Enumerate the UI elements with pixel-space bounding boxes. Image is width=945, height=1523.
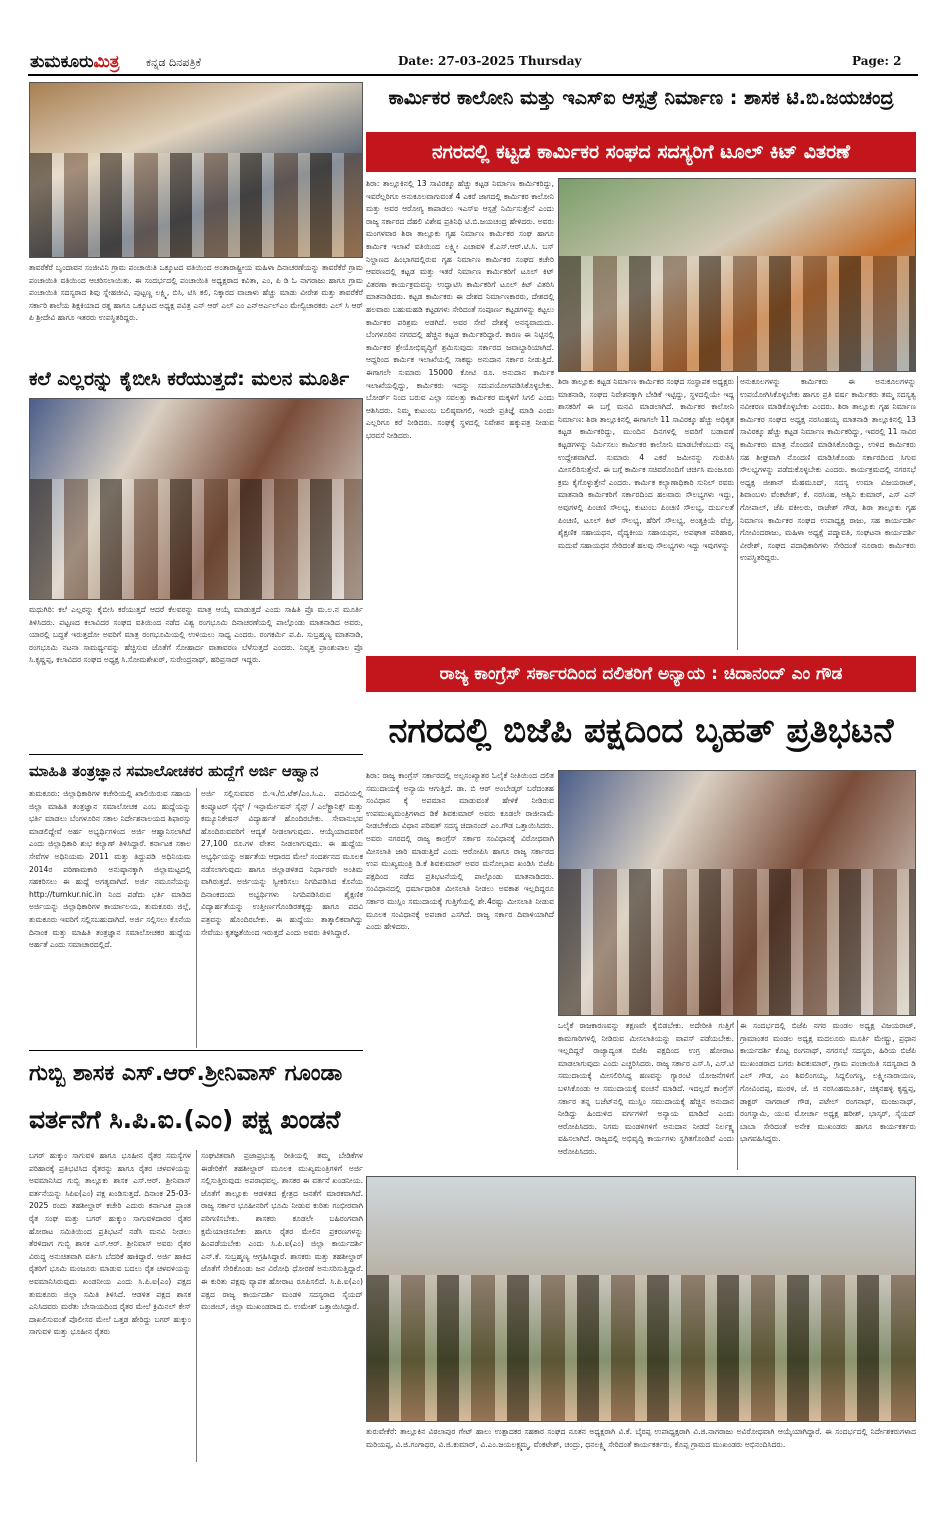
bjp-protest-photo bbox=[558, 770, 916, 1016]
toolkit-story-text-b: ಶಿರಾ ತಾಲ್ಲೂಕು ಕಟ್ಟಡ ನಿರ್ಮಾಣ ಕಾರ್ಮಿಕರ ಸಂಘದ ಸಂಸ್ಥಾಪಕ ಅಧ್ಯಕ್ಷರು ಮಾತನಾಡಿ, ಸಂಘದ ನಿವೇಶನಕ್ಕಾಗಿ ಬೇಡಿಕೆ ಇಟ್ಟಿದ್ದು, ಸ್ಥಳದಲ್ಲಿಯೇ ಇದ್ದ ಶಾಸಕರಿಗೆ ಈ ಬಗ್ಗೆ ಮನವಿ ಮಾಡಲಾಗಿದೆ. ಕಾರ್ಮಿಕರ ಕಾಲೋನಿ ನಿರ್ಮಾಣ: ಶಿರಾ ತಾಲ್ಲೂಕಿನಲ್ಲಿ ಈಗಾಗಲೇ 11 ಸಾವಿರಕ್ಕೂ ಹೆಚ್ಚು ಅಧಿಕೃತ ಕಟ್ಟಡ ಕಾರ್ಮಿಕರಿದ್ದು, ಮುಂದಿನ ದಿನಗಳಲ್ಲಿ ಅವರಿಗೆ ಬಡಾವಣೆ ಕಟ್ಟಡಗಳನ್ನು ನಿರ್ಮಿಸಲು ಕಾರ್ಮಿಕರ ಕಾಲೋನಿ ಮಾಡಬೇಕೆಂಬುದು ನನ್ನ ಉದ್ದೇಶವಾಗಿದೆ. ಸುಮಾರು 4 ಎಕರೆ ಜಮೀನನ್ನು ಗುರುತಿಸಿ ಮೀಸಲಿರಿಸುತ್ತೇನೆ. ಈ ಬಗ್ಗೆ ಕಾರ್ಮಿಕ ಸಚಿವರೊಂದಿಗೆ ಚರ್ಚಿಸಿ ಮಂಜೂರು ಕ್ರಮ ಕೈಗೊಳ್ಳುತ್ತೇನೆ ಎಂದರು. ಕಾರ್ಮಿಕ ಕಲ್ಯಾಣಾಧಿಕಾರಿ ಸುನಿಲ್ ರವರು ಮಾತನಾಡಿ ಕಾರ್ಮಿಕರಿಗೆ ಸರ್ಕಾರದಿಂದ ಹಲವಾರು ಸೌಲಭ್ಯಗಳು ಇದ್ದು, ಅವುಗಳಲ್ಲಿ ಪಿಂಚಣಿ ಸೌಲಭ್ಯ, ಕುಟುಂಬ ಪಿಂಚಣಿ ಸೌಲಭ್ಯ, ದುರ್ಬಲತೆ ಪಿಂಚಣಿ, ಟೂಲ್ ಕಿಟ್ ಸೌಲಭ್ಯ, ಹೆರಿಗೆ ಸೌಲಭ್ಯ, ಅಂತ್ಯಕ್ರಿಯೆ ವೆಚ್ಚ, ಶೈಕ್ಷಣಿಕ ಸಹಾಯಧನ, ವೈದ್ಯಕೀಯ ಸಹಾಯಧನ, ಅಪಘಾತ ಪರಿಹಾರ, ಮದುವೆ ಸಹಾಯಧನ ಸೇರಿದಂತೆ ಹಲವು ಸೌಲಭ್ಯಗಳು ಇದ್ದು ಇವುಗಳನ್ನು bbox=[558, 377, 734, 550]
art-award-photo bbox=[29, 398, 363, 600]
it-consultant-headline: ಮಾಹಿತಿ ತಂತ್ರಜ್ಞಾನ ಸಮಾಲೋಚಕರ ಹುದ್ದೆಗೆ ಅರ್ಜಿ ಆಹ್ವಾನ bbox=[29, 762, 319, 780]
issue-date: Date: 27-03-2025 Thursday bbox=[398, 54, 582, 68]
masthead-rule bbox=[28, 74, 918, 76]
cpim-text-col1: ಬಗರ್ ಹುಕ್ಕುಂ ಸಾಗುವಳಿ ಹಾಗೂ ಭೂಹೀನ ರೈತರ ಸಮಸ್ಯೆಗಳ ಪರಿಹಾರಕ್ಕೆ ಪ್ರತಿಭಟಿಸಿದ ರೈತರನ್ನು ಹಾಗೂ ರೈತರ ಚಳವಳಿಯನ್ನು ಅವಮಾನಿಸಿದ ಗುಬ್ಬಿ ತಾಲ್ಲೂಕು ಶಾಸಕ ಎಸ್.ಆರ್. ಶ್ರೀನಿವಾಸ್ ವರ್ತನೆಯನ್ನು ಸಿಪಿಐ(ಎಂ) ಪಕ್ಷ ಖಂಡಿಸುತ್ತದೆ. ದಿನಾಂಕ 25-03-2025 ರಂದು ತಹಶೀಲ್ದಾರ್ ಕಚೇರಿ ಎದುರು ಕರ್ನಾಟಕ ಪ್ರಾಂತ ರೈತ ಸಂಘ ಮತ್ತು ಬಗರ್ ಹುಕ್ಕುಂ ಸಾಗುವಳಿದಾರರ ರೈತರ ಹೋರಾಟ ಸಮಿತಿಯಿಂದ ಪ್ರತಿಭಟನೆ ನಡೆಸಿ ಮನವಿ ನೀಡಲು ತೆರಳಿದಾಗ ಗುಬ್ಬಿ ಶಾಸಕ ಎಸ್.ಆರ್. ಶ್ರೀನಿವಾಸ್ ಅವರು ರೈತರ ವಿರುದ್ಧ ಅನುಚಿತವಾಗಿ ವರ್ತಿಸಿ ಬೆದರಿಕೆ ಹಾಕಿದ್ದಾರೆ. ಅರ್ಜಿ ಹಾಕಿದ ರೈತರಿಗೆ ಭೂಮಿ ಮಂಜೂರು ಮಾಡುವ ಬದಲು ರೈತ ಚಳವಳಿಯನ್ನು ಅವಮಾನಿಸಿರುವುದು ಖಂಡನೀಯ ಎಂದು ಸಿ.ಪಿ.ಐ(ಎಂ) ಪಕ್ಷದ ತುಮಕೂರು ಜಿಲ್ಲಾ ಸಮಿತಿ ತಿಳಿಸಿದೆ. ಆಡಳಿತ ಪಕ್ಷದ ಶಾಸಕ ಎನಿಸಿದವರು ಮರೆತು ಬೇಸಾಯದಿಂದ ರೈತರ ಮೇಲೆ ಕ್ರಿಮಿನಲ್ ಕೇಸ್ ದಾಖಲಿಸುವಂತೆ ಪೊಲೀಸರ ಮೇಲೆ ಒತ್ತಡ ಹೇರಿದ್ದು ಬಗರ್ ಹುಕ್ಕುಂ ಸಾಗುವಳಿ ಮತ್ತು ಭೂಹೀನ ರೈತರು bbox=[29, 1151, 191, 1337]
column-divider bbox=[737, 1020, 738, 1170]
bjp-protest-text-c: ಈ ಸಂದರ್ಭದಲ್ಲಿ ಬಿಜೆಪಿ ನಗರ ಮಂಡಲ ಅಧ್ಯಕ್ಷ ವಿಜಯರಾಜ್, ಗ್ರಾಮಾಂತರ ಮಂಡಲ ಅಧ್ಯಕ್ಷ ಮದಲೂರು ಮೂರ್ತಿ ಮೇಷ್ಟ್ರು, ಪ್ರಧಾನ ಕಾರ್ಯದರ್ಶಿ ಕೊಟ್ಟ ರಂಗನಾಥ್, ನಗರಸಭೆ ಸದಸ್ಯರು, ಹಿರಿಯ ಬಿಜೆಪಿ ಮುಖಂಡರಾದ ಬಗರು ಶಿವಕುಮಾರ್, ಗ್ರಾಮ ಪಂಚಾಯಿತಿ ಸದಸ್ಯರಾದ ಡಿ ಎಲ್ ಗೌಡ, ಎಂ ಶಿವಲಿಂಗಯ್ಯ, ಸಿದ್ದಲಿಂಗಣ್ಣ, ಲಕ್ಷ್ಮೀನಾರಾಯಣ, ಗೋವಿಂದಪ್ಪ, ಮುರಳಿ, ಜೆ. ಜಿ ನರಸಿಂಹಮೂರ್ತಿ, ಚಿಕ್ಕನಹಳ್ಳಿ ಕೃಷ್ಣಪ್ಪ, ಡಾಕ್ಟರ್ ನಾಗರಾಜ್ ಗೌಡ, ಪಟೇಲ್ ರಂಗನಾಥ್, ಮಂಜುನಾಥ್, ರಂಗಸ್ವಾಮಿ, ಯುವ ಮೋರ್ಚಾ ಅಧ್ಯಕ್ಷ ಹರೀಶ್, ಭಾಸ್ಕರ್, ಸೈಯದ್ ಬಾಬಾ ಸೇರಿದಂತೆ ಅನೇಕ ಮುಖಂಡರು ಹಾಗೂ ಕಾರ್ಯಕರ್ತರು ಭಾಗವಹಿಸಿದ್ದರು. bbox=[740, 1021, 916, 1144]
toolkit-event-photo bbox=[558, 178, 916, 372]
toolkit-story-text-c: ಅನುಕೂಲಗಳನ್ನು ಕಾರ್ಮಿಕರು ಈ ಅನುಕೂಲಗಳನ್ನು ಉಪಯೋಗಿಸಿಕೊಳ್ಳಬೇಕು ಹಾಗೂ ಪ್ರತಿ ವರ್ಷ ಕಾರ್ಮಿಕರು ತಮ್ಮ ಸದಸ್ಯತ್ವ ನವೀಕರಣ ಮಾಡಿಕೊಳ್ಳಬೇಕು ಎಂದರು. ಶಿರಾ ತಾಲ್ಲೂಕು ಗೃಹ ನಿರ್ಮಾಣ ಕಾರ್ಮಿಕರ ಸಂಘದ ಅಧ್ಯಕ್ಷ ನರಸಿಂಹಯ್ಯ ಮಾತನಾಡಿ ತಾಲ್ಲೂಕಿನಲ್ಲಿ 13 ಸಾವಿರಕ್ಕೂ ಹೆಚ್ಚು ಕಟ್ಟಡ ನಿರ್ಮಾಣ ಕಾರ್ಮಿಕರಿದ್ದು, ಇವರಲ್ಲಿ 11 ಸಾವಿರ ಕಾರ್ಮಿಕರು ಮಾತ್ರ ನೊಂದಣಿ ಮಾಡಿಸಿಕೊಂಡಿದ್ದು, ಉಳಿದ ಕಾರ್ಮಿಕರು ಸಹ ಶೀಘ್ರವಾಗಿ ನೊಂದಣಿ ಮಾಡಿಸಿಕೊಂಡು ಸರ್ಕಾರದಿಂದ ಸಿಗುವ ಸೌಲಭ್ಯಗಳನ್ನು ಪಡೆದುಕೊಳ್ಳಬೇಕು ಎಂದರು. ಕಾರ್ಯಕ್ರಮದಲ್ಲಿ ನಗರಸಭೆ ಅಧ್ಯಕ್ಷ ಜೀಶಾನ್ ಮೆಹಮೂದ್, ಸದಸ್ಯ ಉಮಾ ವಿಜಯರಾಜ್, ಶಿವಾಂಬಳು ವೆಂಕಟೇಶ್, ಕೆ. ನರಸಿಂಹ, ಅಶ್ವಿನಿ ಕುಮಾರ್, ಎಸ್ ಎನ್ ಗೋಪಾಲ್, ಜೆಪಿ ವಕೀಲರು, ರಾಜೇಶ್ ಗೌಡ, ಶಿರಾ ತಾಲ್ಲೂಕು ಗೃಹ ನಿರ್ಮಾಣ ಕಾರ್ಮಿಕರ ಸಂಘದ ಉಪಾಧ್ಯಕ್ಷ ರಾಜು, ಸಹ ಕಾರ್ಯದರ್ಶಿ ಗೋವಿಂದರಾಜು, ಮಹಿಳಾ ಅಧ್ಯಕ್ಷೆ ಪದ್ಮಾವತಿ, ಸಂಘಟನಾ ಕಾರ್ಯದರ್ಶಿ ವೀರೇಶ್, ಸಂಘದ ಪದಾಧಿಕಾರಿಗಳು ಸೇರಿದಂತೆ ನೂರಾರು ಕಾರ್ಮಿಕರು ಉಪಸ್ಥಿತರಿದ್ದರು. bbox=[740, 377, 916, 563]
column-divider bbox=[737, 376, 738, 650]
cpim-text-col2: ಸಂಘಟಿತವಾಗಿ ಪ್ರಜಾಪ್ರಭುತ್ವ ರೀತಿಯಲ್ಲಿ ತಮ್ಮ ಬೇಡಿಕೆಗಳ ಈಡೇರಿಕೆಗೆ ತಹಶೀಲ್ದಾರ್ ಮೂಲಕ ಮುಖ್ಯಮಂತ್ರಿಗಳಿಗೆ ಅರ್ಜಿ ಸಲ್ಲಿಸುತ್ತಿರುವುದು ಅಪರಾಧವಲ್ಲ. ಶಾಸಕರ ಈ ವರ್ತನೆ ಖಂಡನೀಯ. ಜೊತೆಗೆ ತಾಲ್ಲೂಕು ಆಡಳಿತದ ಕ್ಷೇತ್ರದ ಜನತೆಗೆ ಮಾರಕವಾಗಿದೆ. ರಾಜ್ಯ ಸರ್ಕಾರ ಭೂಹೀನರಿಗೆ ಭೂಮಿ ನೀಡುವ ಕುರಿತು ಗಂಭೀರವಾಗಿ ಪರಿಗಣಿಸಬೇಕು. ಶಾಸಕರು ಕೂಡಲೇ ಬಹಿರಂಗವಾಗಿ ಕ್ಷಮೆಯಾಚಿಸಬೇಕು ಹಾಗೂ ರೈತರ ಮೇಲಿನ ಪ್ರಕರಣಗಳನ್ನು ಹಿಂಪಡೆಯಬೇಕು ಎಂದು ಸಿ.ಪಿ.ಐ(ಎಂ) ಜಿಲ್ಲಾ ಕಾರ್ಯದರ್ಶಿ ಎನ್.ಕೆ. ಸುಬ್ರಹ್ಮಣ್ಯ ಆಗ್ರಹಿಸಿದ್ದಾರೆ. ಶಾಸಕರು ಮತ್ತು ತಹಶೀಲ್ದಾರ್ ಜೊತೆಗೆ ಸೇರಿಕೊಂಡು ಜನ ವಿರೋಧಿ ಧೋರಣೆ ಅನುಸರಿಸುತ್ತಿದ್ದಾರೆ. ಈ ಕುರಿತು ಪಕ್ಷವು ವ್ಯಾಪಕ ಹೋರಾಟ ರೂಪಿಸಲಿದೆ. ಸಿ.ಪಿ.ಐ(ಎಂ) ಪಕ್ಷದ ರಾಜ್ಯ ಕಾರ್ಯದರ್ಶಿ ಮಂಡಳಿ ಸದಸ್ಯರಾದ ಸೈಯದ್ ಮುಜೀಬ್, ಜಿಲ್ಲಾ ಮುಖಂಡರಾದ ಬಿ. ಉಮೇಶ್ ಒತ್ತಾಯಿಸಿದ್ದಾರೆ. bbox=[201, 1151, 363, 1312]
art-story-headline: ಕಲೆ ಎಲ್ಲರನ್ನು ಕೈಬೀಸಿ ಕರೆಯುತ್ತದೆ: ಮಲನ ಮೂರ್ತಿ bbox=[29, 368, 350, 390]
milk-society-photo bbox=[366, 1176, 916, 1422]
milk-society-caption: ತುರುವೇಕೆರೆ: ತಾಲ್ಲೂಕಿನ ವಿಠಲಾಪುರ ಗೇಟ್ ಹಾಲು ಉತ್ಪಾದಕರ ಸಹಕಾರ ಸಂಘದ ನೂತನ ಅಧ್ಯಕ್ಷರಾಗಿ ವಿ.ಕೆ. ಬೈರಪ್ಪ ಉಪಾಧ್ಯಕ್ಷರಾಗಿ ವಿ.ಜಿ.ನಾಗರಾಜು ಅವಿರೋಧವಾಗಿ ಆಯ್ಕೆಯಾಗಿದ್ದಾರೆ. ಈ ಸಂದರ್ಭದಲ್ಲಿ ನಿರ್ದೇಶಕರುಗಳಾದ ಮರಿಯಪ್ಪ, ವಿ.ಜಿ.ಗಂಗಾಧರ, ವಿ.ಜಿ.ಕುಮಾರ್, ವಿ.ಎಂ.ಜಯಲಕ್ಷ್ಮಮ್ಮ, ವೆಂಕಟೇಶ್, ಚಂದ್ರು, ಧನಲಕ್ಷ್ಮಿ ಸೇರಿದಂತೆ ಕಾರ್ಯಕರ್ತರು, ಕೊಪ್ಪ ಗ್ರಾಮದ ಮುಖಂಡರು ಅಭಿನಂದಿಸಿದರು. bbox=[366, 1427, 916, 1449]
cpim-headline-line2: ವರ್ತನೆಗೆ ಸಿ.ಪಿ.ಐ.(ಎಂ) ಪಕ್ಷ ಖಂಡನೆ bbox=[29, 1105, 341, 1134]
bjp-protest-text-a: ಶಿರಾ: ರಾಜ್ಯ ಕಾಂಗ್ರೆಸ್ ಸರ್ಕಾರದಲ್ಲಿ ಅಲ್ಪಸಂಖ್ಯಾತರ ಓಲೈಕೆ ನೀತಿಯಿಂದ ದಲಿತ ಸಮುದಾಯಕ್ಕೆ ಅನ್ಯಾಯ ಆಗುತ್ತಿದೆ. ಡಾ. ಬಿ ಆರ್ ಅಂಬೇಡ್ಕರ್ ಬರೆದಂತಹ ಸಂವಿಧಾನ ಕ್ಕೆ ಅಪಮಾನ ಮಾಡುವಂತೆ ಹೇಳಿಕೆ ನೀಡಿರುವ ಉಪಮುಖ್ಯಮಂತ್ರಿಗಳಾದ ಡಿಕೆ ಶಿವಕುಮಾರ್ ಅವರು ಕೂಡಲೇ ರಾಜೀನಾಮೆ ನೀಡಬೇಕೆಂದು ವಿಧಾನ ಪರಿಷತ್ ಸದಸ್ಯ ಚಿದಾನಂದ್ ಎಂ.ಗೌಡ ಒತ್ತಾಯಿಸಿದರು. ಅವರು ನಗರದಲ್ಲಿ ರಾಜ್ಯ ಕಾಂಗ್ರೆಸ್ ಸರ್ಕಾರ ಸಂವಿಧಾನಕ್ಕೆ ವಿರೋಧವಾಗಿ ಮೀಸಲಾತಿ ಜಾರಿ ಮಾಡುತ್ತಿದೆ ಎಂದು ಆರೋಪಿಸಿ ಹಾಗೂ ರಾಜ್ಯ ಸರ್ಕಾರದ ಉಪ ಮುಖ್ಯಮಂತ್ರಿ ಡಿ.ಕೆ ಶಿವಕುಮಾರ್ ಅವರ ಮನೋಭಾವ ಖಂಡಿಸಿ ಬಿಜೆಪಿ ಪಕ್ಷದಿಂದ ನಡೆದ ಪ್ರತಿಭಟನೆಯಲ್ಲಿ ಪಾಲ್ಗೊಂಡು ಮಾತನಾಡಿದರು. ಸಂವಿಧಾನದಲ್ಲಿ ಧರ್ಮಾಧಾರಿತ ಮೀಸಲಾತಿ ನೀಡಲು ಅವಕಾಶ ಇಲ್ಲದಿದ್ದರೂ ಸರ್ಕಾರ ಮುಸ್ಲಿಂ ಸಮುದಾಯಕ್ಕೆ ಗುತ್ತಿಗೆಯಲ್ಲಿ ಶೇ.4ರಷ್ಟು ಮೀಸಲಾತಿ ನೀಡುವ ಮೂಲಕ ಸಂವಿಧಾನಕ್ಕೆ ಅಪಚಾರ ಎಸಗಿದೆ. ರಾಜ್ಯ ಸರ್ಕಾರ ದಿವಾಳಿಯಾಗಿದೆ ಎಂದು ಹೇಳಿದರು. bbox=[366, 771, 554, 932]
it-consultant-text-col1: ತುಮಕೂರು: ಜಿಲ್ಲಾಧಿಕಾರಿಗಳ ಕಚೇರಿಯಲ್ಲಿ ಖಾಲಿಯಿರುವ ಸಹಾಯ ಜಿಲ್ಲಾ ಮಾಹಿತಿ ತಂತ್ರಜ್ಞಾನ ಸಮಾಲೋಚಕ ಎಂಬ ಹುದ್ದೆಯನ್ನು ಭರ್ತಿ ಮಾಡಲು ಬೆಂಗಳೂರಿನ ಸಕಾಲ ನಿರ್ದೇಶನಾಲಯದ ಶಿಫಾರಸ್ಸು ಮಾಡಲಿದ್ದೇವೆ ಅರ್ಹ ಅಭ್ಯರ್ಥಿಗಳಿಂದ ಅರ್ಜಿ ಆಹ್ವಾನಿಸಲಾಗಿದೆ ಎಂದು ಜಿಲ್ಲಾಧಿಕಾರಿ ಶುಭ ಕಲ್ಯಾಣ್ ತಿಳಿಸಿದ್ದಾರೆ. ಕರ್ನಾಟಕ ಸಕಾಲ ಸೇವೆಗಳ ಅಧಿನಿಯಮ 2011 ಮತ್ತು ತಿದ್ದುಪಡಿ ಅಧಿನಿಯಮ 2014ರ ಪರಿಣಾಮಕಾರಿ ಅನುಷ್ಠಾನಕ್ಕಾಗಿ ಜಿಲ್ಲಾಮಟ್ಟದಲ್ಲಿ ಸಹಕರಿಸಲು ಈ ಹುದ್ದೆ ಅಗತ್ಯವಾಗಿದೆ. ಅರ್ಜಿ ನಮೂನೆಯನ್ನು http://tumkur.nic.in ನಿಂದ ಪಡೆದು ಭರ್ತಿ ಮಾಡಿದ ಅರ್ಜಿಯನ್ನು ಜಿಲ್ಲಾಧಿಕಾರಿಗಳ ಕಾರ್ಯಾಲಯ, ತುಮಕೂರು ಜಿಲ್ಲೆ, ತುಮಕೂರು ಇವರಿಗೆ ಸಲ್ಲಿಸಬಹುದಾಗಿದೆ. ಅರ್ಜಿ ಸಲ್ಲಿಸಲು ಕೊನೆಯ ದಿನಾಂಕ ಮತ್ತು ಮಾಹಿತಿ ತಂತ್ರಜ್ಞಾನ ಸಮಾಲೋಚಕರ ಹುದ್ದೆಯ ಅರ್ಹತೆ ಎಂದು ಸಮಾಚಾರದಲ್ಲಿದೆ. bbox=[29, 789, 191, 950]
labour-colony-headline: ಕಾರ್ಮಿಕರ ಕಾಲೋನಿ ಮತ್ತು ಇಎಸ್‌ಐ ಆಸ್ಪತ್ರೆ ನಿರ್ಮಾಣ : ಶಾಸಕ ಟಿ.ಬಿ.ಜಯಚಂದ್ರ bbox=[388, 87, 894, 109]
toolkit-banner: ನಗರದಲ್ಲಿ ಕಟ್ಟಡ ಕಾರ್ಮಿಕರ ಸಂಘದ ಸದಸ್ಯರಿಗೆ ಟೂಲ್ ಕಿಟ್ ವಿತರಣೆ bbox=[366, 132, 916, 172]
masthead-logo bbox=[30, 52, 119, 72]
womens-day-story: ತಾವರೆಕೆರೆ ಬೃಂದಾವನ ಸಂಜೀವಿನಿ ಗ್ರಾಮ ಪಂಚಾಯಿತಿ ಒಕ್ಕೂಟದ ವತಿಯಿಂದ ಅಂತಾರಾಷ್ಟ್ರೀಯ ಮಹಿಳಾ ದಿನಾಚರಣೆಯನ್ನು ತಾವರೆಕೆರೆ ಗ್ರಾಮ ಪಂಚಾಯಿತಿ ವತಿಯಿಂದ ಆಚರಿಸಲಾಯಿತು. ಈ ಸಂದರ್ಭದಲ್ಲಿ ಪಂಚಾಯಿತಿ ಅಧ್ಯಕ್ಷರಾದ ಕವಿತಾ, ಎಂ, ಪಿ ಡಿ ಓ ನಾಗರಾಜು ಹಾಗೂ ಗ್ರಾಮ ಪಂಚಾಯಿತಿ ಸದಸ್ಯರಾದ ಶಿವು ಸ್ನೇಹಜೀವಿ, ಪುಟ್ಟಣ್ಣ ಲಕ್ಷ್ಮಿ, ಬಿಸಿ, ಟಿಸಿ ಕಲಿ, ನಿಕ್ಕಾರದ ವಾಚಾಳು ಹೆಚ್ಚು ಮಾಡು ವೀರೇಶ ಮತ್ತು ತಾವರೆಕೆರೆ ಸರ್ಕಾರಿ ಶಾಲೆಯ ಶಿಕ್ಷಕಿಯಾದ ರತ್ನ ಹಾಗೂ ಒಕ್ಕೂಟದ ಅಧ್ಯಕ್ಷ ಪವಿತ್ರ ಎನ್ ಆರ್ ಎಲ್ ಎಂ ಎನ್ಆರ್ಎಲ್ಎಂ ಮೇಲ್ವಿಚಾರಕರು ಎಲ್ ಸಿ ಆರ್ ಪಿ ಶ್ರೀದೇವಿ ಹಾಗೂ ಇತರರು ಉಪಸ್ಥಿತರಿದ್ದರು. bbox=[29, 263, 363, 323]
masthead-subtitle: ಕನ್ನಡ ದಿನಪತ್ರಿಕೆ bbox=[146, 56, 202, 69]
cpim-headline-line1: ಗುಬ್ಬಿ ಶಾಸಕ ಎಸ್.ಆರ್.ಶ್ರೀನಿವಾಸ್ ಗೂಂಡಾ bbox=[29, 1061, 343, 1086]
logo-accent: ಮಿತ್ರ bbox=[93, 52, 120, 72]
bjp-protest-headline: ನಗರದಲ್ಲಿ ಬಿಜೆಪಿ ಪಕ್ಷದಿಂದ ಬೃಹತ್ ಪ್ರತಿಭಟನೆ bbox=[388, 711, 894, 751]
toolkit-story-text-a: ಶಿರಾ: ತಾಲ್ಲೂಕಿನಲ್ಲಿ 13 ಸಾವಿರಕ್ಕೂ ಹೆಚ್ಚು ಕಟ್ಟಡ ನಿರ್ಮಾಣ ಕಾರ್ಮಿಕರಿದ್ದು, ಇವರೆಲ್ಲರಿಗೂ ಅನುಕೂಲವಾಗುವಂತೆ 4 ಎಕರೆ ಜಾಗದಲ್ಲಿ ಕಾರ್ಮಿಕರ ಕಾಲೋನಿ ಮತ್ತು ಅವರ ಆರೋಗ್ಯ ಕಾಪಾಡಲು ಇಎಸ್‌ಐ ಆಸ್ಪತ್ರೆ ನಿರ್ಮಿಸುತ್ತೇನೆ ಎಂದು ರಾಜ್ಯ ಸರ್ಕಾರದ ದೆಹಲಿ ವಿಶೇಷ ಪ್ರತಿನಿಧಿ ಟಿ.ಬಿ.ಜಯಚಂದ್ರ ಹೇಳಿದರು. ಅವರು ಮಂಗಳವಾರ ಶಿರಾ ತಾಲ್ಲೂಕು ಗೃಹ ನಿರ್ಮಾಣ ಕಾರ್ಮಿಕರ ಸಂಘ ಹಾಗೂ ಕಾರ್ಮಿಕ ಇಲಾಖೆ ವತಿಯಿಂದ ಲಕ್ಷ್ಮೀ ಎಚಾವಳಿ ಕೆ.ಎಸ್.ಆರ್.ಟಿ.ಸಿ. ಬಸ್ ನಿಲ್ದಾಣದ ಹಿಂಭಾಗದಲ್ಲಿರುವ ಗೃಹ ನಿರ್ಮಾಣ ಕಾರ್ಮಿಕರ ಸಂಘದ ಕಚೇರಿ ಆವರಣದಲ್ಲಿ ಕಟ್ಟಡ ಮತ್ತು ಇತರೆ ನಿರ್ಮಾಣ ಕಾರ್ಮಿಕರಿಗೆ ಟೂಲ್ ಕಿಟ್ ವಿತರಣಾ ಕಾರ್ಯಕ್ರಮವನ್ನು ಉದ್ಘಾಟಿಸಿ ಕಾರ್ಮಿಕರಿಗೆ ಟೂಲ್ ಕಿಟ್ ವಿತರಿಸಿ ಮಾತನಾಡಿದರು. ಕಟ್ಟಡ ಕಾರ್ಮಿಕರು ಈ ದೇಶದ ನಿರ್ಮಾಣಕಾರರು, ದೇಶದಲ್ಲಿ ಹಲವಾರು ಬಹುಮಹಡಿ ಕಟ್ಟಡಗಳು ಸೇರಿದಂತೆ ಸಂಪೂರ್ಣ ಕಟ್ಟಡಗಳನ್ನು ಕಟ್ಟಲು ಕಾರ್ಮಿಕರ ಪರಿಶ್ರಮ ಅಡಗಿದೆ. ಅವರ ಸೇವೆ ದೇಶಕ್ಕೆ ಅನನ್ಯವಾದುದು. ಬೆಂಗಳೂರಿನ ನಗರದಲ್ಲಿ ಹೆಚ್ಚಿನ ಕಟ್ಟಡ ಕಾರ್ಮಿಕರಿದ್ದಾರೆ. ಕಾರಣ ಈ ನಿಟ್ಟಿನಲ್ಲಿ ಕಾರ್ಮಿಕರ ಶ್ರೇಯೋಭಿವೃದ್ಧಿಗೆ ಶ್ರಮಿಸುವುದು ಸರ್ಕಾರದ ಜವಾಬ್ದಾರಿಯಾಗಿದೆ. ಆದ್ದರಿಂದ ಕಾರ್ಮಿಕ ಇಲಾಖೆಯಲ್ಲಿ ಸಾಕಷ್ಟು ಅನುದಾನ ಸರ್ಕಾರ ನೀಡುತ್ತಿದೆ. ಈಗಾಗಲೇ ಸುಮಾರು 15000 ಕೋಟಿ ರೂ. ಅನುದಾನ ಕಾರ್ಮಿಕ ಇಲಾಖೆಯಲ್ಲಿದ್ದು, ಕಾರ್ಮಿಕರು ಇದನ್ನು ಸದುಪಯೋಗಪಡಿಸಿಕೊಳ್ಳಬೇಕು. ಬೋರ್ಡ್ ನಿಂದ ಬರುವ ಎಲ್ಲಾ ಸವಲತ್ತು ಕಾರ್ಮಿಕರ ಮಕ್ಕಳಿಗೆ ಸಿಗಲಿ ಎಂದು ಆಶಿಸಿದರು. ನಿಮ್ಮ ಕುಟುಂಬ ಬಲಿಷ್ಠವಾಗಲಿ, ಇಂದೇ ಪ್ರತಿಜ್ಞೆ ಮಾಡಿ ಎಂದು ಎಲ್ಲರಿಗೂ ಕರೆ ನೀಡಿದರು. ಸಂಘಕ್ಕೆ ಸ್ಥಳದಲ್ಲಿ ನಿವೇಶನ ಹಕ್ಕುಪತ್ರ ನೀಡುವ ಭರವಸೆ ನೀಡಿದರು. bbox=[366, 179, 554, 440]
womens-day-photo bbox=[29, 82, 363, 258]
bjp-protest-text-b: ಒಲೈಕೆ ರಾಜಕಾರಣವನ್ನು ತಕ್ಷಣವೇ ಕೈಬಿಡಬೇಕು. ಅದೇರೀತಿ ಗುತ್ತಿಗೆ ಕಾಮಗಾರಿಗಳಲ್ಲಿ ನೀಡಿರುವ ಮೀಸಲಾತಿಯನ್ನು ವಾಪಸ್ ಪಡೆಯಬೇಕು. ಇಲ್ಲದಿದ್ದರೆ ರಾಜ್ಯಾದ್ಯಂತ ಬಿಜೆಪಿ ಪಕ್ಷದಿಂದ ಉಗ್ರ ಹೋರಾಟ ಮಾಡಲಾಗುವುದು ಎಂದು ಎಚ್ಚರಿಸಿದರು. ರಾಜ್ಯ ಸರ್ಕಾರ ಎಸ್.ಸಿ, ಎಸ್.ಟಿ ಸಮುದಾಯಕ್ಕೆ ಮೀಸಲಿರಿಸಿದ್ದ ಹಣವನ್ನು ಗ್ಯಾರಂಟಿ ಯೋಜನೆಗಳಿಗೆ ಬಳಸಿಕೊಂಡು ಆ ಸಮುದಾಯಕ್ಕೆ ವಂಚನೆ ಮಾಡಿದೆ. ಇದಲ್ಲದೆ ಕಾಂಗ್ರೆಸ್ ಸರ್ಕಾರ ತನ್ನ ಬಜೆಟ್‌ನಲ್ಲಿ ಮುಸ್ಲಿಂ ಸಮುದಾಯಕ್ಕೆ ಹೆಚ್ಚಿನ ಅನುದಾನ ನೀಡಿದ್ದು ಹಿಂದುಳಿದ ವರ್ಗಗಳಿಗೆ ಅನ್ಯಾಯ ಮಾಡಿದೆ ಎಂದು ಆರೋಪಿಸಿದರು. ನಿಗಮ ಮಂಡಳಿಗಳಿಗೆ ಅನುದಾನ ನೀಡದೆ ನಿರ್ಲಕ್ಷ್ಯ ವಹಿಸಲಾಗಿದೆ. ರಾಜ್ಯದಲ್ಲಿ ಅಭಿವೃದ್ಧಿ ಕಾರ್ಯಗಳು ಸ್ಥಗಿತಗೊಂಡಿವೆ ಎಂದು ಆರೋಪಿಸಿದರು. bbox=[558, 1021, 734, 1156]
page-number: Page: 2 bbox=[852, 54, 902, 68]
logo-main: ತುಮಕೂರು bbox=[30, 52, 94, 72]
art-story-text: ಮಧುಗಿರಿ: ಕಲೆ ಎಲ್ಲರನ್ನು ಕೈಬೀಸಿ ಕರೆಯುತ್ತದೆ ಆದರೆ ಕೆಲವರನ್ನು ಮಾತ್ರ ಆಯ್ಕೆ ಮಾಡುತ್ತದೆ ಎಂದು ಸಾಹಿತಿ ಪ್ರೊ ಮ.ಲ.ನ ಮೂರ್ತಿ ತಿಳಿಸಿದರು. ಪಟ್ಟಣದ ಕಲಾವಿದರ ಸಂಘದ ವತಿಯಿಂದ ನಡೆದ ವಿಶ್ವ ರಂಗಭೂಮಿ ದಿನಾಚರಣೆಯಲ್ಲಿ ಪಾಲ್ಗೊಂಡು ಮಾತನಾಡಿದ ಅವರು, ಯಾರಲ್ಲಿ ಬದ್ಧತೆ ಇರುತ್ತದೋ ಅವರಿಗೆ ಮಾತ್ರ ರಂಗಭೂಮಿಯಲ್ಲಿ ಉಳಿಯಲು ಸಾಧ್ಯ ಎಂದರು. ರಂಗಕರ್ಮಿ ಪ.ಪಿ. ಸುಬ್ರಹ್ಮಣ್ಯ ಮಾತನಾಡಿ, ರಂಗಭೂಮಿ ನಟನಾ ಸಾಮರ್ಥ್ಯವನ್ನು ಹೆಚ್ಚಿಸುವ ಜೊತೆಗೆ ಸೋಹಾರ್ದ ವಾತಾವರಣ ಬೆಳೆಸುತ್ತದೆ ಎಂದರು. ನಿವೃತ್ತ ಪ್ರಾಂಶುಪಾಲ ಪ್ರೊ ಸಿ.ಕೃಷ್ಣಪ್ಪ, ಕಲಾವಿದರ ಸಂಘದ ಅಧ್ಯಕ್ಷ ಸಿ.ಸೋಮಶೇಖರ್, ಸುರೇಂದ್ರನಾಥ್, ಹರಿಪ್ರಸಾದ್ ಇದ್ದರು. bbox=[29, 605, 363, 665]
column-divider bbox=[196, 1150, 197, 1462]
it-consultant-text-col2: ಅರ್ಜಿ ಸಲ್ಲಿಸುವವರ ಬಿ.ಇ./ಬಿ.ಟೆಕ್/ಎಂ.ಸಿ.ಎ. ಪದವಿಯಲ್ಲಿ ಕಂಪ್ಯೂಟರ್ ಸೈನ್ಸ್ / ಇನ್ಫಾರ್ಮೇಷನ್ ಸೈನ್ಸ್ / ಎಲೆಕ್ಟ್ರಾನಿಕ್ಸ್ ಮತ್ತು ಕಮ್ಯೂನಿಕೇಷನ್ ವಿದ್ಯಾರ್ಹತೆ ಹೊಂದಿರಬೇಕು. ಸೇವಾನುಭವ ಹೊಂದಿರುವವರಿಗೆ ಆದ್ಯತೆ ನೀಡಲಾಗುವುದು. ಆಯ್ಕೆಯಾದವರಿಗೆ 27,100 ರೂ.ಗಳ ವೇತನ ನೀಡಲಾಗುವುದು. ಈ ಹುದ್ದೆಯ ಅಭ್ಯರ್ಥಿಯನ್ನು ಅರ್ಹತೆಯ ಆಧಾರದ ಮೇಲೆ ಸಂದರ್ಶನದ ಮೂಲಕ ನಡೆಸಲಾಗುವುದು ಹಾಗೂ ಜಿಲ್ಲಾಡಳಿತದ ನಿರ್ಧಾರವೇ ಅಂತಿಮ ವಾಗಿರುತ್ತದೆ. ಅರ್ಜಿಯನ್ನು ಸ್ವೀಕರಿಸಲು ನಿಗದಿಪಡಿಸಿದ ಕೊನೆಯ ದಿನಾಂಕದಂದು ಅಭ್ಯರ್ಥಿಗಳು ನಿಗದಿಪಡಿಸಿರುವ ಶೈಕ್ಷಣಿಕ ವಿದ್ಯಾರ್ಹತೆಯನ್ನು ಉತ್ತೀರ್ಣಗೊಂಡಿರತಕ್ಕದ್ದು ಹಾಗೂ ಪದವಿ ಪತ್ರವನ್ನು ಹೊಂದಿರಬೇಕು. ಈ ಹುದ್ದೆಯು ತಾತ್ಕಾಲಿಕವಾಗಿದ್ದು ಸೇವೆಯು ಕೃತಜ್ಞತೆಯಿಂದ ಇರುತ್ತದೆ ಎಂದು ಅವರು ತಿಳಿಸಿದ್ದಾರೆ. bbox=[201, 789, 363, 937]
left-divider-2 bbox=[29, 1050, 363, 1051]
bjp-protest-banner: ರಾಜ್ಯ ಕಾಂಗ್ರೆಸ್ ಸರ್ಕಾರದಿಂದ ದಲಿತರಿಗೆ ಅನ್ಯಾಯ : ಚಿದಾನಂದ್ ಎಂ ಗೌಡ bbox=[366, 656, 916, 692]
left-divider-1 bbox=[29, 754, 363, 755]
column-divider bbox=[196, 788, 197, 1048]
